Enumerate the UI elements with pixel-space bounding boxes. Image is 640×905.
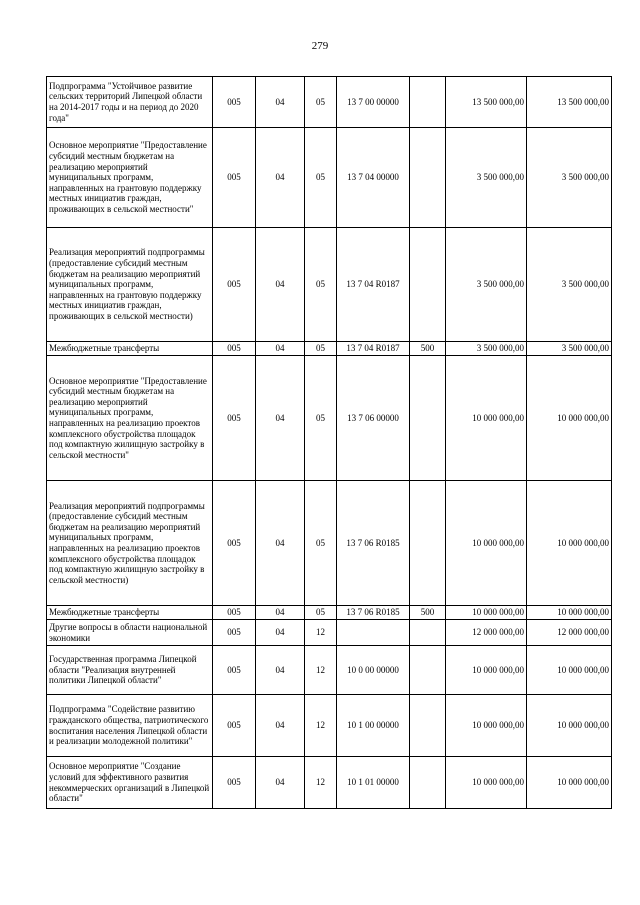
amount-2: 12 000 000,00 xyxy=(527,620,612,646)
amount-1: 10 000 000,00 xyxy=(446,757,527,809)
target-article-code: 13 7 06 R0185 xyxy=(337,606,410,620)
amount-2: 10 000 000,00 xyxy=(527,695,612,757)
table-row xyxy=(47,77,612,128)
ministry-code: 005 xyxy=(213,356,256,481)
amount-1: 10 000 000,00 xyxy=(446,646,527,695)
expense-type-code xyxy=(410,228,446,342)
table-row xyxy=(47,342,612,356)
amount-2: 3 500 000,00 xyxy=(527,128,612,228)
table-row xyxy=(47,646,612,695)
ministry-code: 005 xyxy=(213,646,256,695)
row-name: Государственная программа Липецкой области "Реализация внутренней политики Липецкой области" xyxy=(47,646,213,695)
ministry-code: 005 xyxy=(213,757,256,809)
amount-1: 10 000 000,00 xyxy=(446,695,527,757)
expense-type-code xyxy=(410,757,446,809)
subsection-code: 05 xyxy=(305,606,337,620)
table-row xyxy=(47,481,612,606)
row-name: Подпрограмма "Содействие развитию гражданского общества, патриотического воспитания населения Липецкой области и реализации молодежной политики" xyxy=(47,695,213,757)
subsection-code: 12 xyxy=(305,695,337,757)
page-number: 279 xyxy=(311,40,329,52)
table-row xyxy=(47,695,612,757)
target-article-code: 13 7 04 R0187 xyxy=(337,228,410,342)
table-row xyxy=(47,606,612,620)
section-code: 04 xyxy=(256,646,305,695)
subsection-code: 12 xyxy=(305,646,337,695)
row-name: Основное мероприятие "Предоставление субсидий местным бюджетам на реализацию мероприятий муниципальных программ, направленных на грантовую поддержку местных инициатив граждан, проживающих в сельской местности" xyxy=(47,128,213,228)
table-row xyxy=(47,757,612,809)
section-code: 04 xyxy=(256,695,305,757)
subsection-code: 05 xyxy=(305,481,337,606)
ministry-code: 005 xyxy=(213,620,256,646)
section-code: 04 xyxy=(256,481,305,606)
expense-type-code xyxy=(410,128,446,228)
expense-type-code: 500 xyxy=(410,606,446,620)
expense-type-code xyxy=(410,646,446,695)
section-code: 04 xyxy=(256,606,305,620)
amount-1: 3 500 000,00 xyxy=(446,342,527,356)
row-name: Реализация мероприятий подпрограммы (предоставление субсидий местным бюджетам на реализацию мероприятий муниципальных программ, направленных на грантовую поддержку местных инициатив граждан, проживающих в сельской местности) xyxy=(47,228,213,342)
amount-2: 3 500 000,00 xyxy=(527,228,612,342)
amount-2: 10 000 000,00 xyxy=(527,356,612,481)
row-name: Основное мероприятие "Создание условий для эффективного развития некоммерческих организаций в Липецкой области" xyxy=(47,757,213,809)
target-article-code: 13 7 06 R0185 xyxy=(337,481,410,606)
expense-type-code xyxy=(410,77,446,128)
subsection-code: 05 xyxy=(305,77,337,128)
amount-2: 13 500 000,00 xyxy=(527,77,612,128)
target-article-code xyxy=(337,620,410,646)
target-article-code: 10 1 01 00000 xyxy=(337,757,410,809)
section-code: 04 xyxy=(256,620,305,646)
ministry-code: 005 xyxy=(213,606,256,620)
row-name: Реализация мероприятий подпрограммы (предоставление субсидий местным бюджетам на реализацию мероприятий муниципальных программ, направленных на реализацию проектов комплексного обустройства площадок под компактную жилищную застройку в сельской местности) xyxy=(47,481,213,606)
section-code: 04 xyxy=(256,77,305,128)
target-article-code: 13 7 04 R0187 xyxy=(337,342,410,356)
target-article-code: 13 7 04 00000 xyxy=(337,128,410,228)
table-row xyxy=(47,356,612,481)
expense-type-code: 500 xyxy=(410,342,446,356)
expense-type-code xyxy=(410,620,446,646)
row-name: Межбюджетные трансферты xyxy=(47,606,213,620)
row-name: Основное мероприятие "Предоставление субсидий местным бюджетам на реализацию мероприятий муниципальных программ, направленных на реализацию проектов комплексного обустройства площадок под компактную жилищную застройку в сельской местности" xyxy=(47,356,213,481)
amount-1: 3 500 000,00 xyxy=(446,128,527,228)
row-name: Другие вопросы в области национальной экономики xyxy=(47,620,213,646)
amount-2: 10 000 000,00 xyxy=(527,646,612,695)
table-row xyxy=(47,620,612,646)
ministry-code: 005 xyxy=(213,481,256,606)
expense-type-code xyxy=(410,356,446,481)
ministry-code: 005 xyxy=(213,128,256,228)
row-name: Межбюджетные трансферты xyxy=(47,342,213,356)
ministry-code: 005 xyxy=(213,342,256,356)
section-code: 04 xyxy=(256,342,305,356)
section-code: 04 xyxy=(256,757,305,809)
subsection-code: 05 xyxy=(305,228,337,342)
subsection-code: 12 xyxy=(305,757,337,809)
target-article-code: 10 1 00 00000 xyxy=(337,695,410,757)
amount-1: 10 000 000,00 xyxy=(446,481,527,606)
amount-2: 3 500 000,00 xyxy=(527,342,612,356)
table-row xyxy=(47,228,612,342)
subsection-code: 05 xyxy=(305,342,337,356)
section-code: 04 xyxy=(256,228,305,342)
target-article-code: 13 7 00 00000 xyxy=(337,77,410,128)
amount-1: 13 500 000,00 xyxy=(446,77,527,128)
amount-1: 10 000 000,00 xyxy=(446,606,527,620)
amount-1: 12 000 000,00 xyxy=(446,620,527,646)
amount-1: 3 500 000,00 xyxy=(446,228,527,342)
amount-2: 10 000 000,00 xyxy=(527,757,612,809)
ministry-code: 005 xyxy=(213,228,256,342)
expense-type-code xyxy=(410,481,446,606)
row-name: Подпрограмма "Устойчивое развитие сельских территорий Липецкой области на 2014-2017 годы и на период до 2020 года" xyxy=(47,77,213,128)
budget-table xyxy=(46,76,612,809)
target-article-code: 13 7 06 00000 xyxy=(337,356,410,481)
section-code: 04 xyxy=(256,128,305,228)
target-article-code: 10 0 00 00000 xyxy=(337,646,410,695)
ministry-code: 005 xyxy=(213,695,256,757)
ministry-code: 005 xyxy=(213,77,256,128)
section-code: 04 xyxy=(256,356,305,481)
amount-2: 10 000 000,00 xyxy=(527,481,612,606)
subsection-code: 05 xyxy=(305,356,337,481)
subsection-code: 05 xyxy=(305,128,337,228)
amount-2: 10 000 000,00 xyxy=(527,606,612,620)
subsection-code: 12 xyxy=(305,620,337,646)
amount-1: 10 000 000,00 xyxy=(446,356,527,481)
table-row xyxy=(47,128,612,228)
expense-type-code xyxy=(410,695,446,757)
